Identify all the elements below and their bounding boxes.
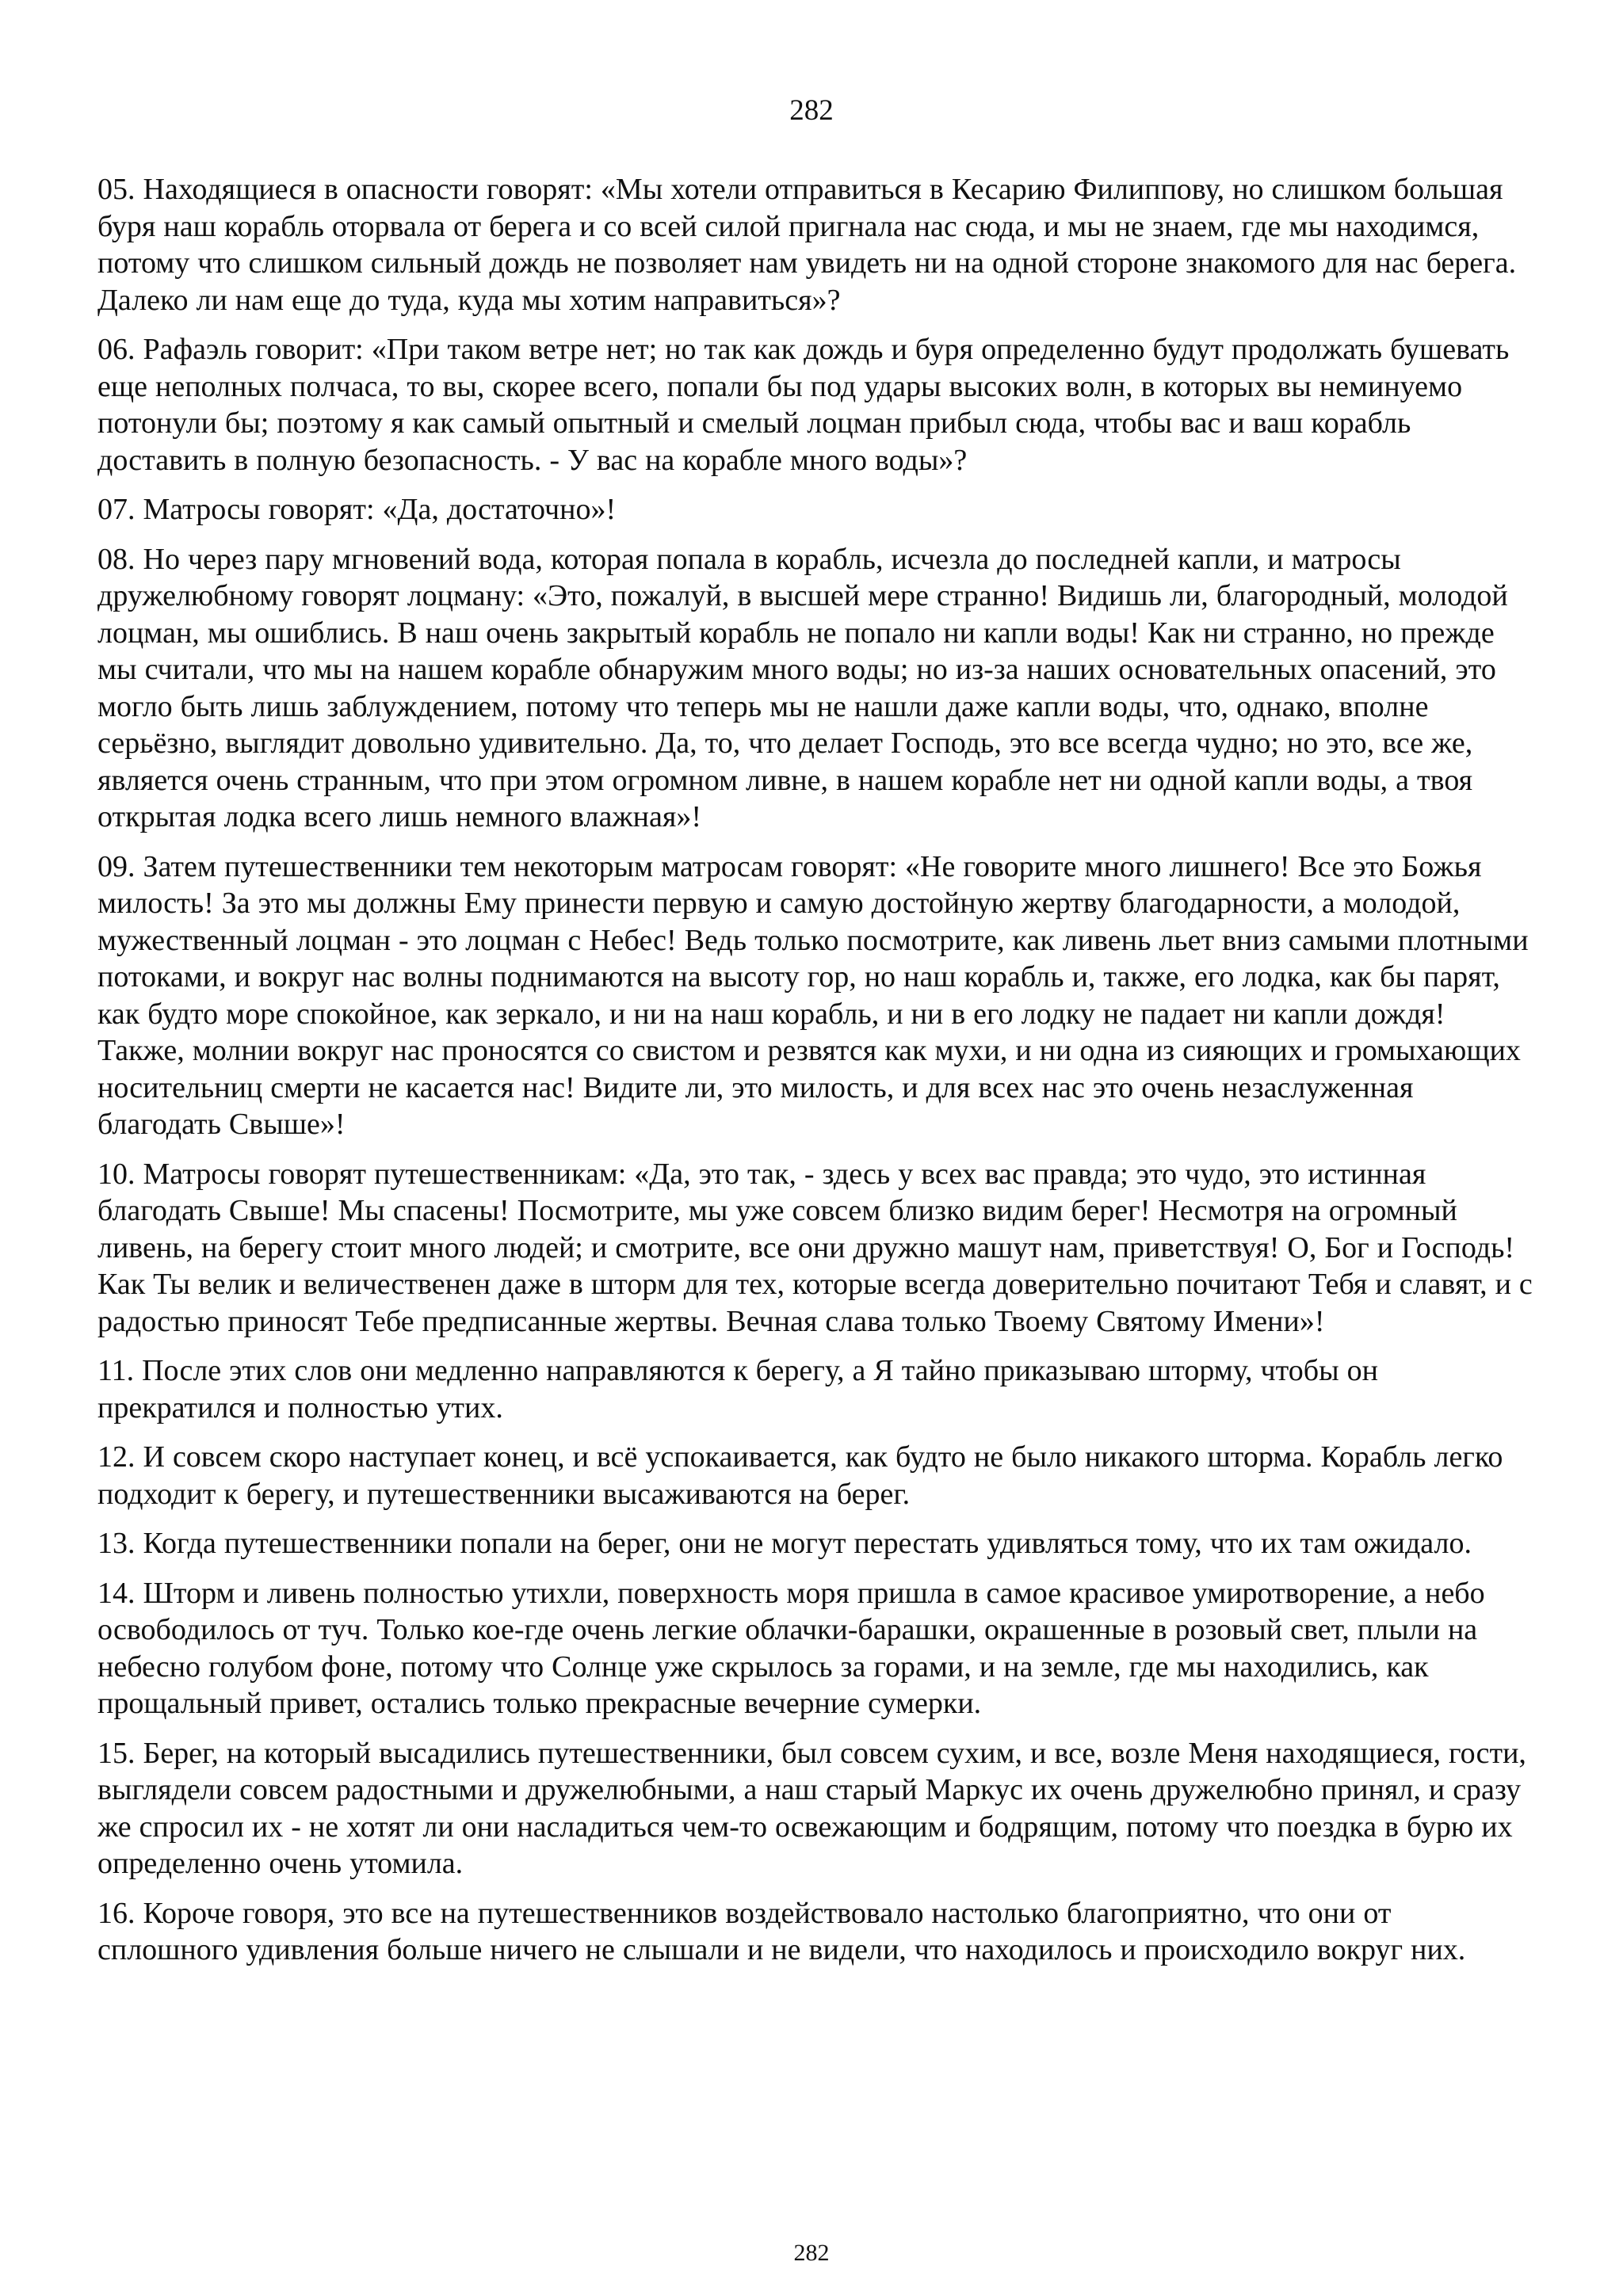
paragraph-16: 16. Короче говоря, это все на путешественников воздействовало настолько благоприятно, что они от сплошного удивления больше ничего не слышали и не видели, что находилось и происходило вокруг них. <box>97 1896 1466 1966</box>
paragraph-11: 11. После этих слов они медленно направляются к берегу, а Я тайно приказываю шторму, чтобы он прекратился и полностью утих. <box>97 1354 1378 1425</box>
paragraph-14: 14. Шторм и ливень полностью утихли, поверхность моря пришла в самое красивое умиротворение, а небо освободилось от туч. Только кое-где очень легкие облачки-барашки, окрашенные в розовый свет, плыли на небесно голубом фоне, потому что Солнце уже скрылось за горами, и на земле, где мы находились, как прощальный привет, остались только прекрасные вечерние сумерки. <box>97 1576 1485 1720</box>
paragraph-06: 06. Рафаэль говорит: «При таком ветре нет; но так как дождь и буря определенно будут продолжать бушевать еще неполных полчаса, то вы, скорее всего, попали бы под удары высоких волн, в которых вы неминуемо потонули бы; поэтому я как самый опытный и смелый лоцман прибыл сюда, чтобы вас и ваш корабль доставить в полную безопасность. - У вас на корабле много воды»? <box>97 333 1510 477</box>
paragraph-10: 10. Матросы говорят путешественникам: «Да, это так, - здесь у всех вас правда; это чудо, это истинная благодать Свыше! Мы спасены! Посмотрите, мы уже совсем близко видим берег! Несмотря на огромный ливень, на берегу стоит много людей; и смотрите, все они дружно машут нам, приветствуя! О, Бог и Господь! Как Ты велик и величественен даже в шторм для тех, которые всегда доверительно почитают Тебя и славят, и с радостью приносят Тебе предписанные жертвы. Вечная слава только Твоему Святому Имени»! <box>97 1157 1533 1338</box>
page-number-top: 282 <box>789 94 834 127</box>
document-body <box>97 171 1533 1981</box>
paragraph-05: 05. Находящиеся в опасности говорят: «Мы хотели отправиться в Кесарию Филиппову, но слишком большая буря наш корабль оторвала от берега и со всей силой пригнала нас сюда, и мы не знаем, где мы находимся, потому что слишком сильный дождь не позволяет нам увидеть ни на одной стороне знакомого для нас берега. Далеко ли нам еще до туда, куда мы хотим направиться»? <box>97 173 1517 317</box>
paragraph-12: 12. И совсем скоро наступает конец, и всё успокаивается, как будто не было никакого шторма. Корабль легко подходит к берегу, и путешественники высаживаются на берег. <box>97 1440 1503 1511</box>
paragraph-08: 08. Но через пару мгновений вода, которая попала в корабль, исчезла до последней капли, и матросы дружелюбному говорят лоцману: «Это, пожалуй, в высшей мере странно! Видишь ли, благородный, молодой лоцман, мы ошиблись. В наш очень закрытый корабль не попало ни капли воды! Как ни странно, но прежде мы считали, что мы на нашем корабле обнаружим много воды; но из-за наших основательных опасений, это могло быть лишь заблуждением, потому что теперь мы не нашли даже капли воды, что, однако, вполне серьёзно, выглядит довольно удивительно. Да, то, что делает Господь, это все всегда чудно; но это, все же, является очень странным, что при этом огромном ливне, в нашем корабле нет ни одной капли воды, а твоя открытая лодка всего лишь немного влажная»! <box>97 542 1508 833</box>
paragraph-15: 15. Берег, на который высадились путешественники, был совсем сухим, и все, возле Меня находящиеся, гости, выглядели совсем радостными и дружелюбными, а наш старый Маркус их очень дружелюбно принял, и сразу же спросил их - не хотят ли они насладиться чем-то освежающим и бодрящим, потому что поездка в бурю их определенно очень утомила. <box>97 1736 1526 1880</box>
paragraph-13: 13. Когда путешественники попали на берег, они не могут перестать удивляться тому, что их там ожидало. <box>97 1527 1472 1560</box>
paragraph-07: 07. Матросы говорят: «Да, достаточно»! <box>97 493 617 526</box>
page-number-bottom: 282 <box>793 2240 830 2266</box>
paragraph-09: 09. Затем путешественники тем некоторым матросам говорят: «Не говорите много лишнего! Все это Божья милость! За это мы должны Ему принести первую и самую достойную жертву благодарности, а молодой, мужественный лоцман - это лоцман с Небес! Ведь только посмотрите, как ливень льет вниз самыми плотными потоками, и вокруг нас волны поднимаются на высоту гор, но наш корабль и, также, его лодка, как бы парят, как будто море спокойное, как зеркало, и ни на наш корабль, и ни в его лодку не падает ни капли дождя! Также, молнии вокруг нас проносятся со свистом и резвятся как мухи, и ни одна из сияющих и громыхающих носительниц смерти не касается нас! Видите ли, это милость, и для всех нас это очень незаслуженная благодать Свыше»! <box>97 849 1529 1141</box>
